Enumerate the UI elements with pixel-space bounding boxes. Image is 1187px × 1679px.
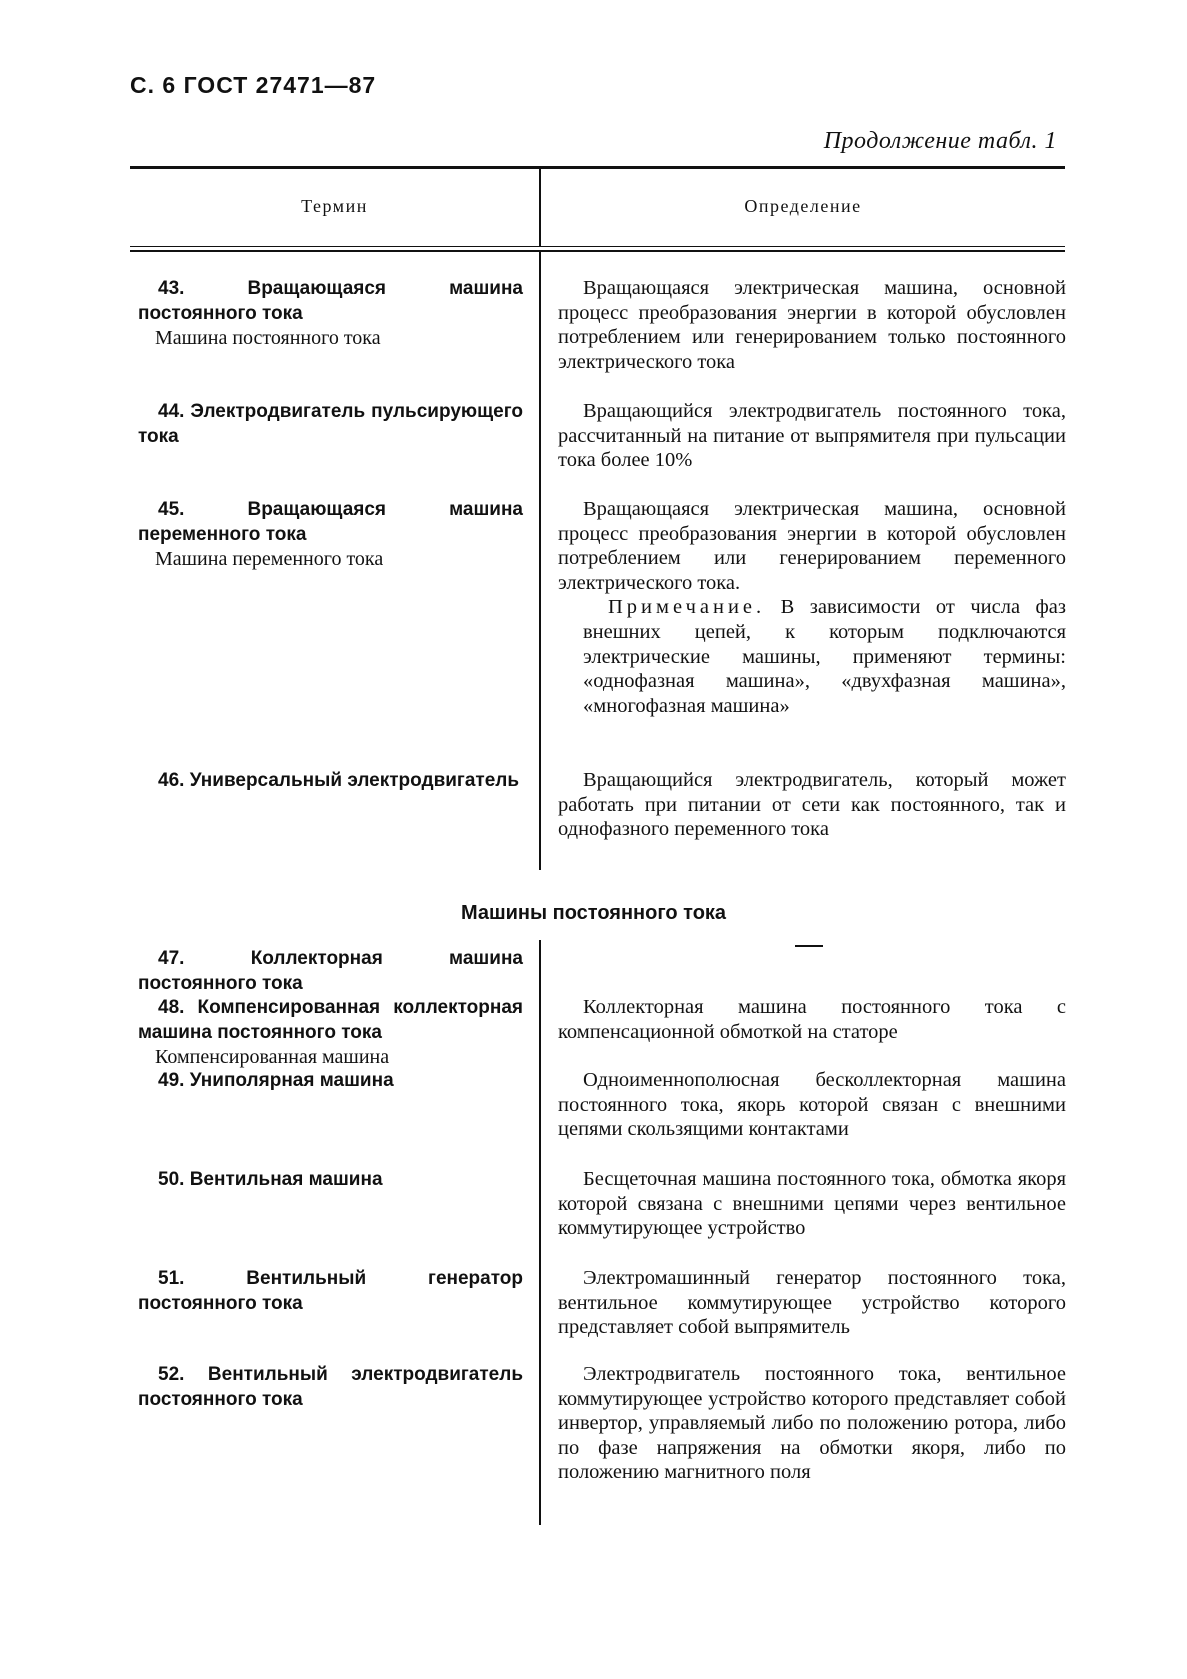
definition-47-dash [795,945,823,947]
term-48-bold: 48. Компенсированная коллекторная машина постоянного тока [138,997,523,1043]
term-47-bold: 47. Коллекторная машина постоянного тока [138,948,523,994]
term-48-alt: Компенсированная машина [155,1046,390,1068]
table-continuation: Продолжение табл. 1 [823,128,1057,154]
term-46-bold: 46. Универсальный электродвигатель [158,770,520,791]
definition-52 [558,1362,1066,1485]
definition-50 [558,1167,1066,1241]
term-52 [138,1362,523,1412]
definition-45-note [558,595,1066,718]
definition-43 [558,276,1066,374]
definition-52-text: Электродвигатель постоянного тока, вентильное коммутирующее устройство которого представляет собой инвертор, управляемый либо по положению ротора, либо по фазе напряжения на обмотки якоря, либо по положению магнитного поля [558,1363,1066,1484]
definition-45-text: Вращающаяся электрическая машина, основной процесс преобразования энергии в которой обусловлен потреблением или генерированием переменного электрического тока. [558,498,1066,594]
term-44 [138,399,523,449]
definition-44-text: Вращающийся электродвигатель постоянного тока, рассчитанный на питание от выпрямителя при пульсации тока более 10% [558,400,1066,472]
term-45-alt: Машина переменного тока [155,548,384,570]
definition-45 [558,497,1066,718]
note-text: В зависимости от числа фаз внешних цепей, к которым подключаются электрические машины, применяют термины: «однофазная машина», «двухфазная машина», «многофазная машина» [583,596,1066,717]
definition-44 [558,399,1066,473]
definition-43-text: Вращающаяся электрическая машина, основной процесс преобразования энергии в которой обусловлен потреблением или генерированием только постоянного электрического тока [558,277,1066,373]
term-49-bold: 49. Униполярная машина [158,1070,394,1091]
term-44-bold: 44. Электродвигатель пульсирующего тока [138,401,523,447]
term-47 [138,946,523,996]
definition-49 [558,1068,1066,1142]
term-45 [138,497,523,571]
column-divider-bottom [539,940,541,1525]
page-header: С. 6 ГОСТ 27471—87 [130,72,377,98]
term-43-bold: 43. Вращающаяся машина постоянного тока [138,278,523,324]
column-divider-top [539,252,541,870]
note-label: Примечание. [608,596,766,619]
term-52-bold: 52. Вентильный электродвигатель постоянного тока [138,1364,523,1410]
term-46 [138,768,523,793]
definition-48 [558,995,1066,1044]
column-header-definition: Определение [744,196,862,216]
header-rule-2 [130,250,1065,252]
term-43-alt: Машина постоянного тока [155,327,381,349]
term-48 [138,995,523,1069]
definition-46 [558,768,1066,842]
term-50 [138,1167,523,1192]
term-51 [138,1266,523,1316]
definition-51-text: Электромашинный генератор постоянного тока, вентильное коммутирующее устройство которого представляет собой выпрямитель [558,1267,1066,1339]
column-header-term: Термин [301,196,368,216]
section-title: Машины постоянного тока [460,902,727,924]
definition-51 [558,1266,1066,1340]
definition-46-text: Вращающийся электродвигатель, который может работать при питании от сети как постоянного, так и однофазного переменного тока [558,769,1066,841]
term-45-bold: 45. Вращающаяся машина переменного тока [138,499,523,545]
term-43 [138,276,523,350]
term-49 [138,1068,523,1093]
definition-48-text: Коллекторная машина постоянного тока с компенсационной обмоткой на статоре [558,996,1066,1043]
term-50-bold: 50. Вентильная машина [158,1169,383,1190]
table-top-rule [130,166,1065,169]
term-51-bold: 51. Вентильный генератор постоянного тока [138,1268,523,1314]
definition-50-text: Бесщеточная машина постоянного тока, обмотка якоря которой связана с внешними цепями через вентильное коммутирующее устройство [558,1168,1066,1240]
definition-49-text: Одноименнополюсная бесколлекторная машина постоянного тока, якорь которой связан с внешними цепями скользящими контактами [558,1069,1066,1141]
header-rule-1 [130,246,1065,247]
